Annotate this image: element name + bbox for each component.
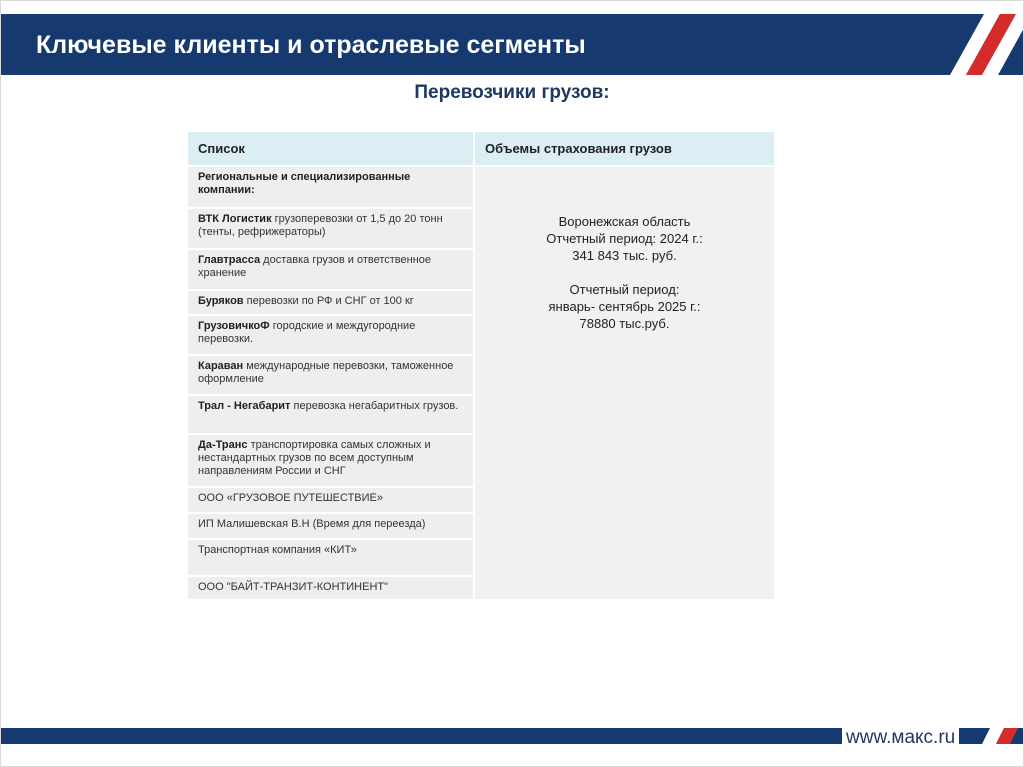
client-description: транспортировка самых сложных и нестандартных грузов по всем доступным направлениям России и СНГ (198, 439, 431, 477)
volume-period-label: Отчетный период: (569, 282, 680, 297)
client-description: международные перевозки, таможенное оформление (198, 360, 454, 385)
table-header-row (187, 131, 775, 166)
list-item (187, 487, 474, 513)
list-item (187, 290, 474, 315)
client-name: Главтрасса (198, 254, 261, 266)
client-description: ООО "БАЙТ-ТРАНЗИТ-КОНТИНЕНТ" (198, 581, 389, 593)
volume-amount-2025: 78880 тыс.руб. (579, 316, 670, 331)
client-description: ИП Малишевская В.Н (Время для переезда) (198, 518, 426, 530)
column-header-list: Список (187, 131, 474, 166)
list-item (187, 434, 474, 487)
client-description: грузоперевозки от 1,5 до 20 тонн (тенты, рефрижераторы) (198, 213, 443, 238)
client-name: Да-Транс (198, 439, 248, 451)
list-item (187, 513, 474, 539)
table-row (187, 166, 775, 208)
volume-period-2024: Отчетный период: 2024 г.: (546, 231, 703, 246)
list-item (187, 539, 474, 576)
client-name: ВТК Логистик (198, 213, 272, 225)
volume-amount-2024: 341 843 тыс. руб. (572, 248, 677, 263)
volume-region: Воронежская область (558, 214, 691, 229)
column-header-volumes: Объемы страхования грузов (474, 131, 775, 166)
client-description: перевозка негабаритных грузов. (290, 400, 459, 412)
clients-table (186, 130, 776, 601)
list-item (187, 315, 474, 355)
list-item (187, 576, 474, 600)
volume-spacer (476, 264, 773, 281)
list-item (187, 166, 474, 208)
client-name: Региональные и специализированные компании: (198, 171, 411, 196)
list-item (187, 355, 474, 395)
client-name: Трал - Негабарит (198, 400, 291, 412)
website-link[interactable]: www.макс.ru (842, 727, 959, 749)
volume-period-2025: январь- сентябрь 2025 г.: (548, 299, 701, 314)
client-name: ГрузовичкоФ (198, 320, 270, 332)
list-item (187, 208, 474, 249)
insurance-volume-cell (474, 166, 775, 600)
client-description: доставка грузов и ответственное хранение (198, 254, 432, 279)
client-description: городские и междугородние перевозки. (198, 320, 416, 345)
client-name: Буряков (198, 295, 244, 307)
list-item (187, 249, 474, 290)
list-item (187, 395, 474, 434)
client-description: перевозки по РФ и СНГ от 100 кг (243, 295, 414, 307)
client-description: ООО «ГРУЗОВОЕ ПУТЕШЕСТВИЕ» (198, 492, 384, 504)
client-name: Караван (198, 360, 244, 372)
section-subtitle: Перевозчики грузов: (414, 82, 610, 103)
page-title: Ключевые клиенты и отраслевые сегменты (36, 31, 586, 59)
client-description: Транспортная компания «КИТ» (198, 544, 357, 556)
